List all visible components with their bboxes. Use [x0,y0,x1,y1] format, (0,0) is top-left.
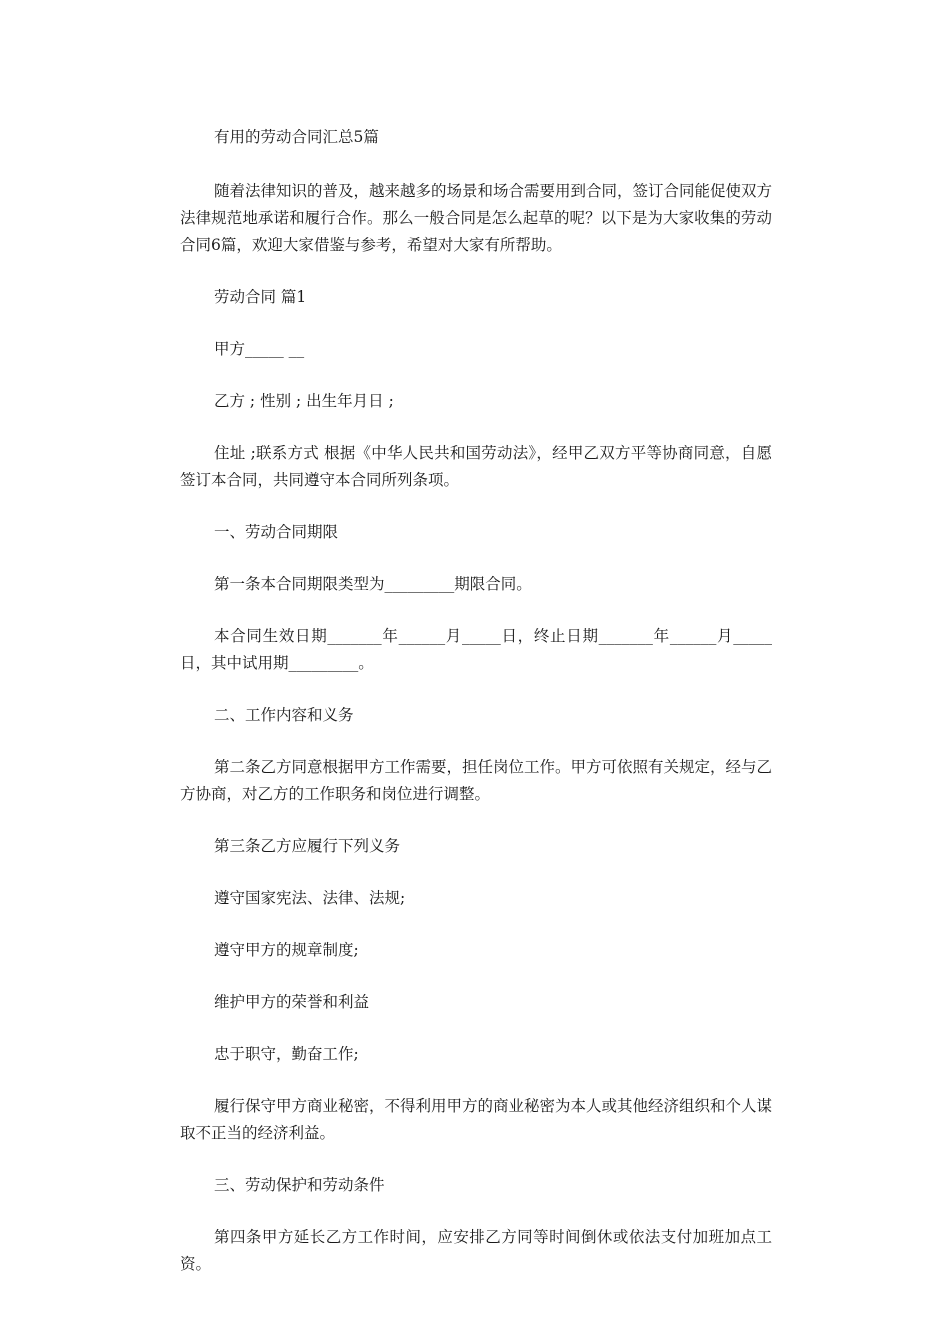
document-body [180,124,772,1303]
duty-item: 履行保守甲方商业秘密，不得利用甲方的商业秘密为本人或其他经济组织和个人谋取不正当的经济利益。 [180,1097,773,1142]
address-paragraph: 住址 ;联系方式 根据《中华人民共和国劳动法》，经甲乙双方平等协商同意，自愿签订本合同，共同遵守本合同所列条项。 [180,444,772,489]
section-heading-term: 一、劳动合同期限 [214,523,339,541]
intro-paragraph: 随着法律知识的普及，越来越多的场景和场合需要用到合同，签订合同能促使双方法律规范地承诺和履行合作。那么一般合同是怎么起草的呢？以下是为大家收集的劳动合同6篇，欢迎大家借鉴与参考，希望对大家有所帮助。 [180,182,773,254]
document-title: 有用的劳动合同汇总5篇 [214,128,379,146]
duty-item: 遵守国家宪法、法律、法规; [214,889,406,907]
article-2: 第二条乙方同意根据甲方工作需要，担任岗位工作。甲方可依照有关规定，经与乙方协商，对乙方的工作职务和岗位进行调整。 [180,758,773,803]
article-4: 第四条甲方延长乙方工作时间，应安排乙方同等时间倒休或依法支付加班加点工资。 [180,1228,772,1273]
party-a-line: 甲方_____ __ [214,340,305,358]
section-heading-duties: 二、工作内容和义务 [214,706,354,724]
contract-heading: 劳动合同 篇1 [214,288,307,306]
article-1: 第一条本合同期限类型为_________期限合同。 [214,575,532,593]
duty-item: 忠于职守，勤奋工作; [214,1045,359,1063]
duty-item: 维护甲方的荣誉和利益 [214,993,370,1011]
section-heading-protection: 三、劳动保护和劳动条件 [214,1176,385,1194]
article-3: 第三条乙方应履行下列义务 [214,837,401,855]
duty-item: 遵守甲方的规章制度; [214,941,359,959]
term-dates-paragraph: 本合同生效日期_______年______月_____日，终止日期_______年______月_____日，其中试用期_________。 [180,627,772,672]
party-b-line: 乙方 ; 性别 ; 出生年月日 ; [214,392,394,410]
